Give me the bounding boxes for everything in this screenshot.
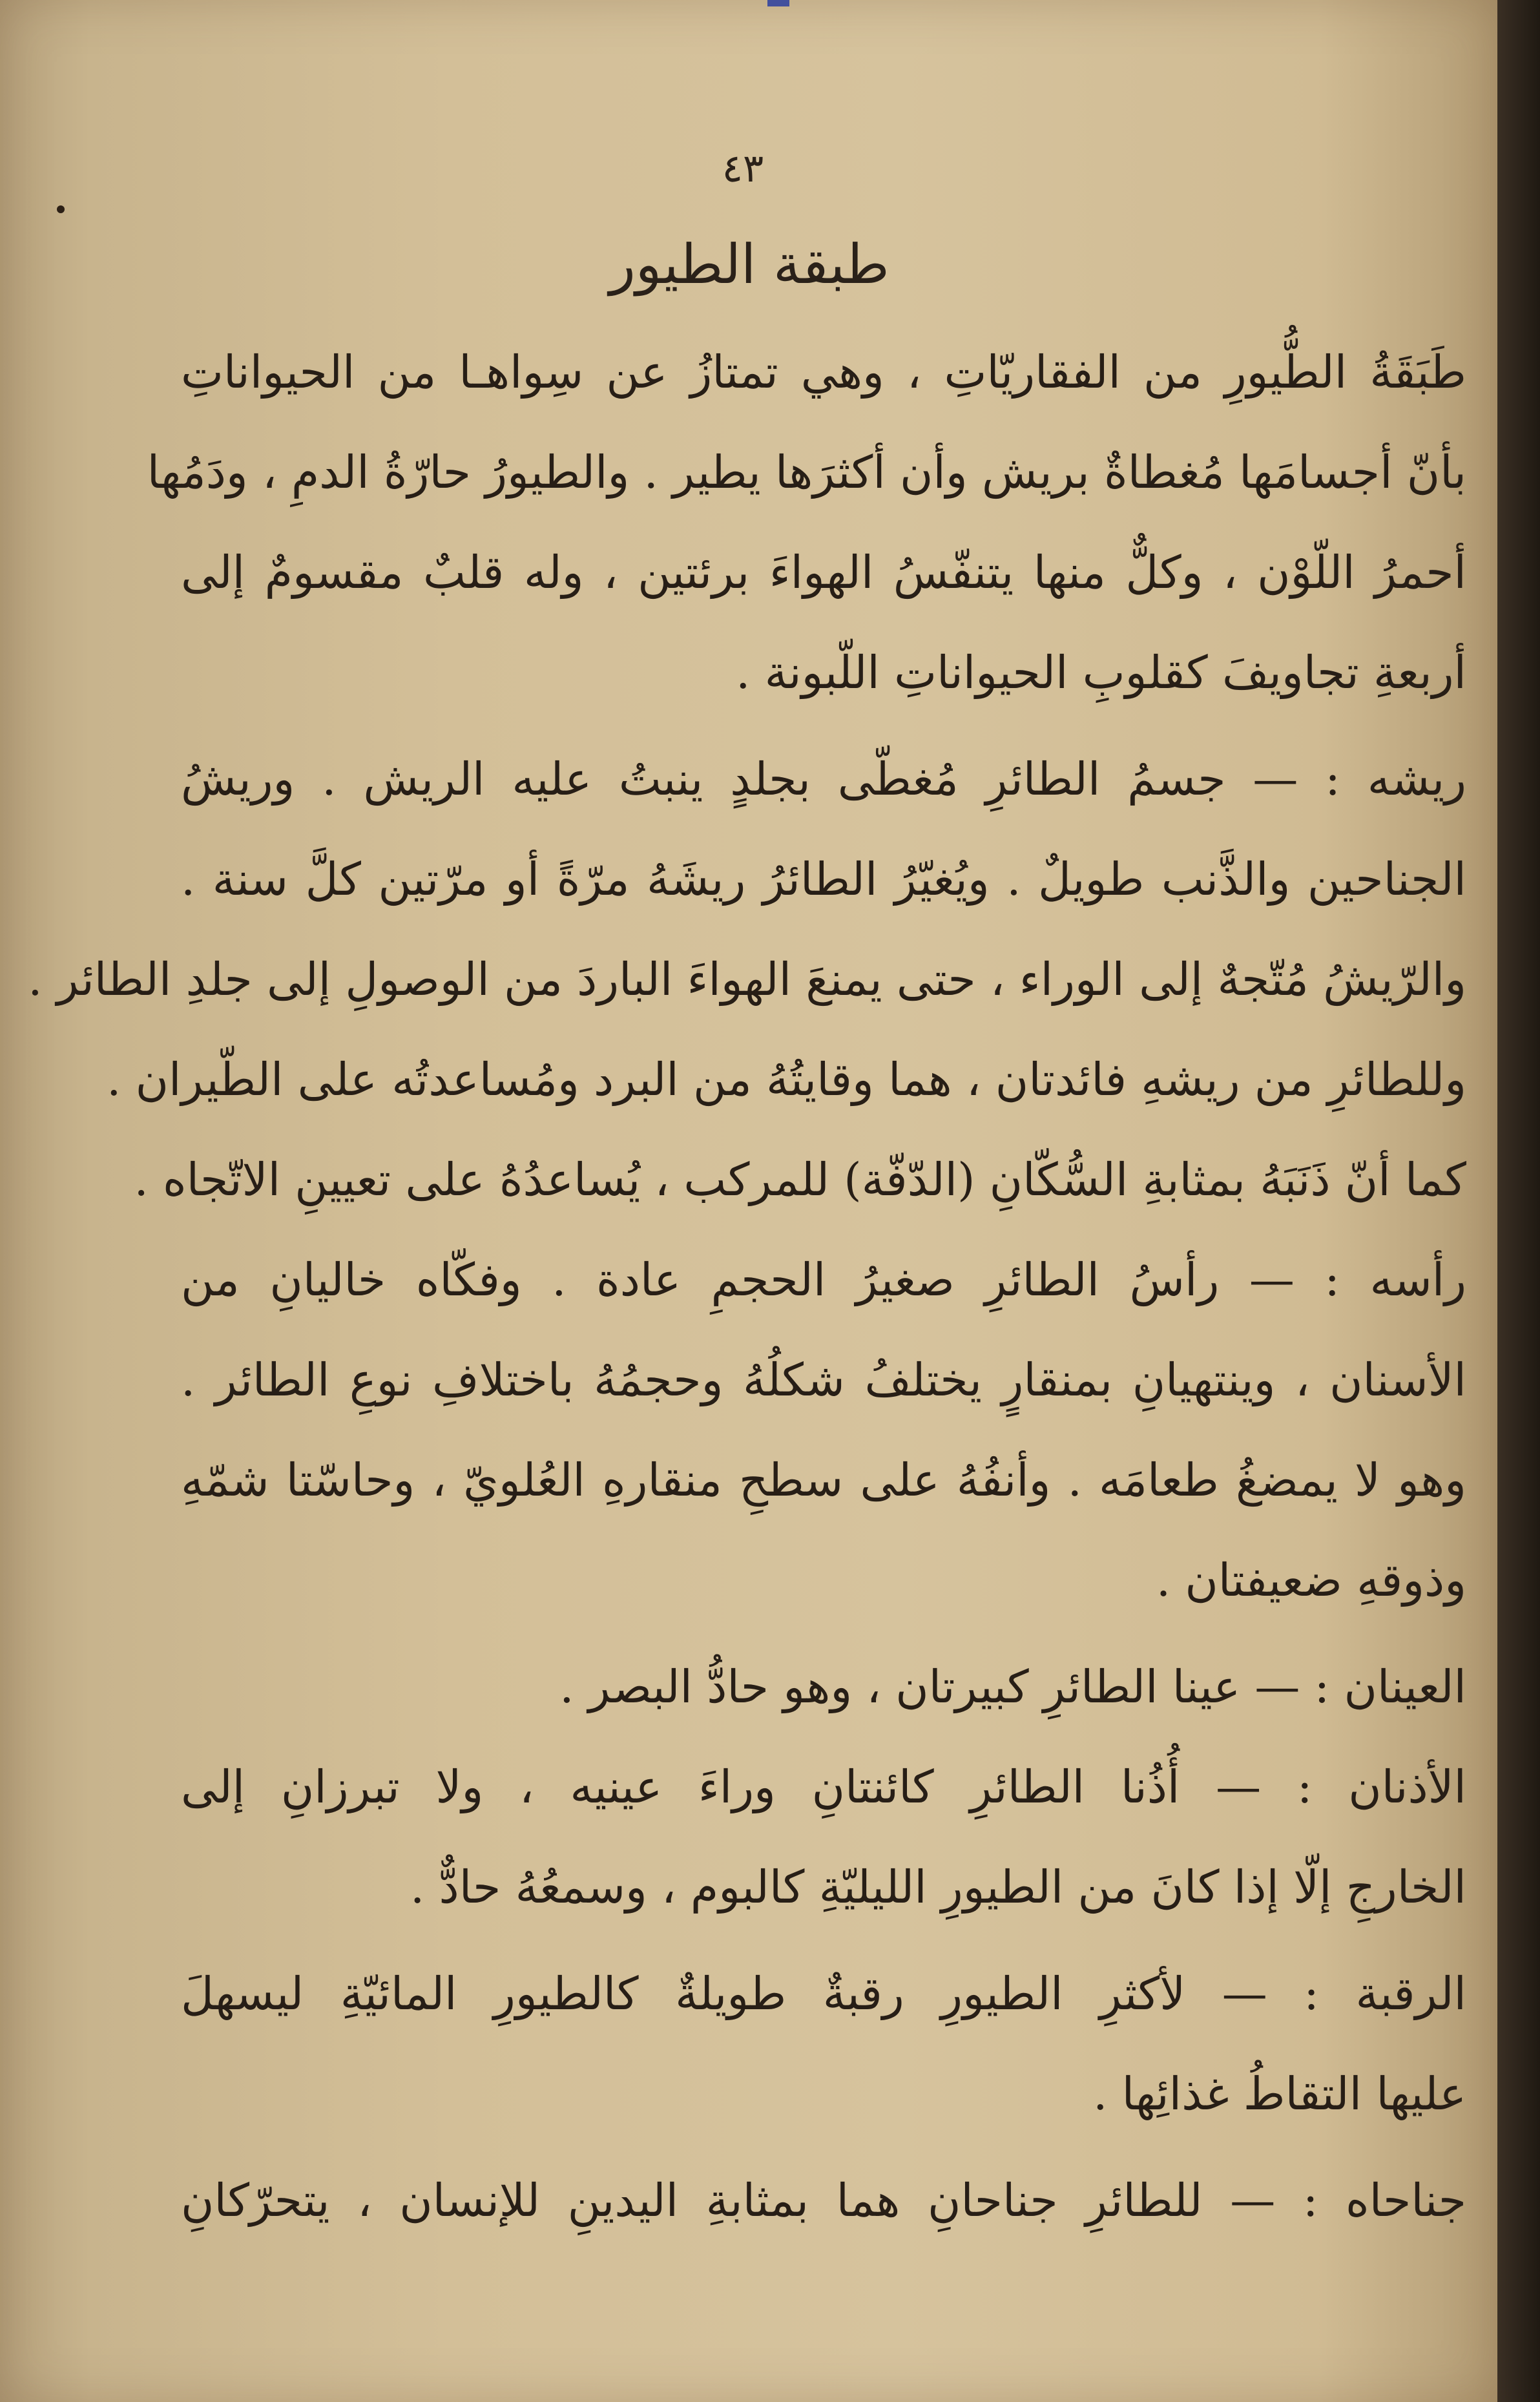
text-line-2: بأنّ أجسامَها مُغطاةٌ بريش وأن أكثرَها يطير . والطيورُ حارّةُ الدمِ ، ودَمُها — [147, 446, 1466, 499]
text-line-1: طَبَقَةُ الطُّيورِ من الفقاريّاتِ ، وهي تمتازُ عن سِواهـا من الحيواناتِ — [181, 346, 1466, 399]
text-line-5: ريشه : — جسمُ الطائرِ مُغطّى بجلدٍ ينبتُ عليه الريش . وريشُ — [181, 753, 1466, 806]
page-title: طبقة الطيور — [609, 233, 890, 296]
text-line-14: العينان : — عينا الطائرِ كبيرتان ، وهو حادُّ البصر . — [559, 1660, 1466, 1713]
text-line-10: رأسه : — رأسُ الطائرِ صغيرُ الحجمِ عادة . وفكّاه خاليانِ من — [181, 1253, 1466, 1306]
text-line-13: وذوقهِ ضعيفتان . — [1156, 1554, 1466, 1607]
text-line-9: كما أنّ ذَنَبَهُ بمثابةِ السُّكّانِ (الدّفّة) للمركب ، يُساعدُهُ على تعيينِ الاتّجاه . — [134, 1153, 1466, 1206]
margin-dot — [57, 205, 65, 213]
text-line-17: الرقبة : — لأكثرِ الطيورِ رقبةٌ طويلةٌ كالطيورِ المائيّةِ ليسهلَ — [181, 1967, 1466, 2020]
ink-mark — [767, 0, 789, 6]
page-number: ٤٣ — [722, 146, 764, 191]
text-line-16: الخارجِ إلّا إذا كانَ من الطيورِ الليليّةِ كالبوم ، وسمعُهُ حادٌّ . — [410, 1861, 1466, 1914]
text-line-12: وهو لا يمضغُ طعامَه . وأنفُهُ على سطحِ منقارهِ العُلويّ ، وحاسّتا شمّهِ — [181, 1454, 1466, 1507]
text-line-3: أحمرُ اللّوْن ، وكلٌّ منها يتنفّسُ الهواءَ برئتين ، وله قلبٌ مقسومٌ إلى — [181, 546, 1466, 599]
text-line-8: وللطائرِ من ريشهِ فائدتان ، هما وقايتُهُ من البرد ومُساعدتُه على الطّيران . — [107, 1053, 1466, 1106]
text-line-18: عليها التقاطُ غذائِها . — [1093, 2067, 1466, 2120]
text-line-7: والرّيشُ مُتّجهٌ إلى الوراء ، حتى يمنعَ الهواءَ الباردَ من الوصولِ إلى جلدِ الطائر . — [28, 953, 1466, 1006]
text-line-19: جناحاه : — للطائرِ جناحانِ هما بمثابةِ اليدينِ للإنسان ، يتحرّكانِ — [181, 2174, 1466, 2227]
page-edge — [1497, 0, 1540, 2402]
text-line-15: الأذنان : — أُذُنا الطائرِ كائنتانِ وراءَ عينيه ، ولا تبرزانِ إلى — [181, 1760, 1466, 1813]
text-line-6: الجناحين والذَّنب طويلٌ . ويُغيّرُ الطائرُ ريشَهُ مرّةً أو مرّتين كلَّ سنة . — [181, 853, 1466, 906]
text-line-11: الأسنان ، وينتهيانِ بمنقارٍ يختلفُ شكلُهُ وحجمُهُ باختلافِ نوعِ الطائر . — [181, 1353, 1466, 1406]
text-line-4: أربعةِ تجاويفَ كقلوبِ الحيواناتِ اللّبونة . — [736, 646, 1466, 699]
